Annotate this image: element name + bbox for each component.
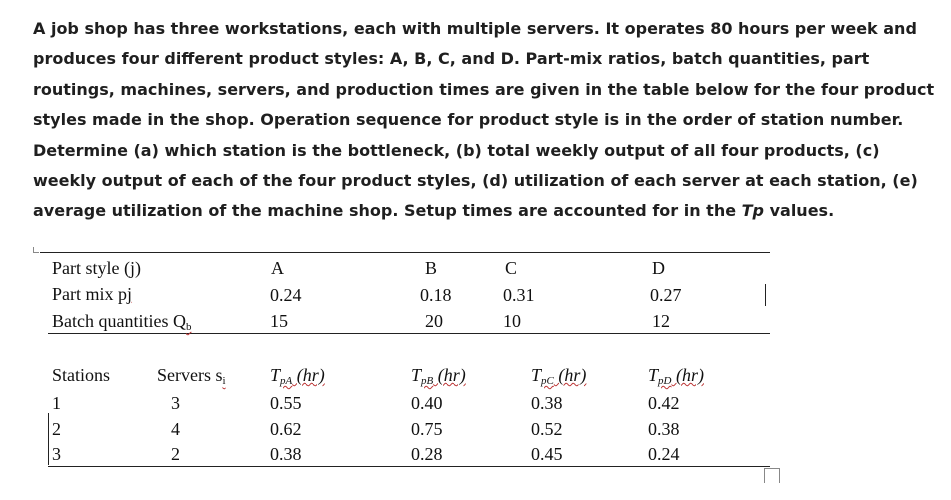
tp-3-a: 0.38	[270, 444, 302, 464]
tp-1-c: 0.38	[531, 393, 563, 413]
tp-2-a: 0.62	[270, 419, 302, 439]
station-column-divider	[48, 413, 49, 465]
tp-3-b: 0.28	[411, 444, 443, 464]
table-corner-mark	[33, 247, 39, 253]
problem-text-end: values.	[764, 201, 835, 221]
style-d: D	[652, 258, 665, 278]
header-stations: Stations	[52, 365, 111, 385]
batch-c: 10	[503, 311, 521, 331]
style-a: A	[271, 258, 284, 278]
mix-d: 0.27	[650, 285, 682, 305]
tp-2-b: 0.75	[411, 419, 443, 439]
problem-text: A job shop has three workstations, each with multiple servers. It operates 80 hours per week and produces four different product styles: A, B, C, and D. Part-mix ratios, batch quantities, part routings, machines, servers, and production times are given in the table below for the four product styles made in the shop. Operation sequence for product style is in the order of station number. Determine (a) which station is the bottleneck, (b) total weekly output of all four products, (c) weekly output of each of the four product styles, (d) utilization of each server at each station, (e) average utilization of the machine shop. Setup times are accounted for in the	[33, 19, 935, 221]
header-servers: Servers si	[157, 365, 226, 387]
tp-symbol: Tp	[741, 201, 765, 221]
tp-3-d: 0.24	[648, 444, 680, 464]
batch-b: 20	[425, 311, 443, 331]
tp-1-b: 0.40	[411, 393, 443, 413]
header-tp-b: TpB (hr)	[411, 365, 466, 387]
mix-b: 0.18	[420, 285, 452, 305]
row-label-part-style: Part style (j)	[52, 258, 141, 278]
tp-2-c: 0.52	[531, 419, 563, 439]
tp-3-c: 0.45	[531, 444, 563, 464]
tp-1-d: 0.42	[648, 393, 680, 413]
cropped-box-edge	[764, 468, 780, 483]
station-2: 2	[52, 419, 61, 439]
row-label-batch-quantities: Batch quantities Qb	[52, 311, 192, 333]
text-cursor	[765, 284, 766, 306]
batch-a: 15	[270, 311, 288, 331]
batch-d: 12	[652, 311, 670, 331]
station-3: 3	[52, 444, 61, 464]
servers-1: 3	[171, 393, 180, 413]
servers-2: 4	[171, 419, 180, 439]
tp-2-d: 0.38	[648, 419, 680, 439]
header-tp-c: TpC (hr)	[531, 365, 587, 387]
station-1: 1	[52, 393, 61, 413]
tp-1-a: 0.55	[270, 393, 302, 413]
bottom-table-rule	[48, 466, 770, 467]
mix-a: 0.24	[270, 285, 302, 305]
style-c: C	[505, 258, 518, 278]
servers-3: 2	[171, 444, 180, 464]
top-table-rule-top	[40, 252, 770, 253]
row-label-part-mix: Part mix pj	[52, 284, 133, 304]
header-tp-d: TpD (hr)	[648, 365, 704, 387]
style-b: B	[425, 258, 438, 278]
header-tp-a: TpA (hr)	[270, 365, 325, 387]
mix-c: 0.31	[503, 285, 535, 305]
